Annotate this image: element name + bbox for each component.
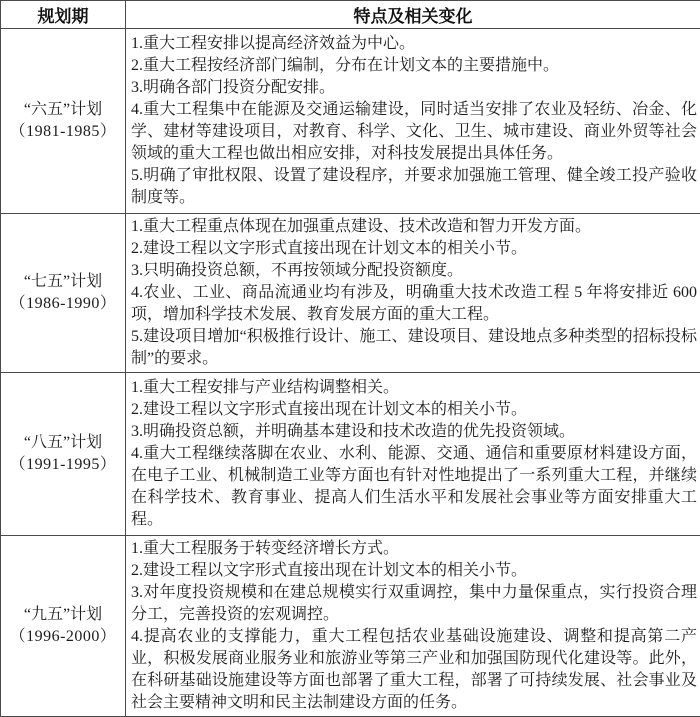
feature-item: 3.对年度投资规模和在建总规模实行双重调控，集中力量保重点，实行投资合理分工，完善投资的宏观调控。 [131, 582, 697, 626]
feature-item: 2.建设工程以文字形式直接出现在计划文本的相关小节。 [131, 399, 697, 421]
feature-item: 4.提高农业的支撑能力，重大工程包括农业基础设施建设、调整和提高第二产业，积极发展商业服务业和旅游业等第三产业和加强国防现代化建设等。此外，在科研基础设施建设等方面也部署了重大工程，部署了可持续发展、社会事业及社会主要精神文明和民主法制建设方面的任务。 [131, 626, 697, 714]
period-cell-95 [1, 536, 126, 717]
feature-item: 4.重大工程集中在能源及交通运输建设，同时适当安排了农业及轻纺、冶金、化学、建材等建设项目，对教育、科学、文化、卫生、城市建设、商业外贸等社会领域的重大工程也做出相应安排，对科技发展提出具体任务。 [131, 99, 697, 165]
header-planning-period: 规划期 [1, 1, 126, 29]
header-features: 特点及相关变化 [126, 1, 700, 29]
period-name: “七五”计划 [1, 271, 125, 293]
period-name: “八五”计划 [1, 432, 125, 454]
feature-item: 4.农业、工业、商品流通业均有涉及，明确重大技术改造工程 5 年将安排近 600 项，增加科学技术发展、教育发展方面的重大工程。 [131, 282, 697, 326]
feature-item: 2.重大工程按经济部门编制，分布在计划文本的主要措施中。 [131, 55, 697, 77]
period-cell-65 [1, 29, 126, 214]
period-name: “九五”计划 [1, 604, 125, 626]
feature-item: 3.明确投资总额，并明确基本建设和技术改造的优先投资领域。 [131, 421, 697, 443]
feature-item: 2.建设工程以文字形式直接出现在计划文本的相关小节。 [131, 238, 697, 260]
features-cell-65 [126, 29, 700, 214]
feature-item: 2.建设工程以文字形式直接出现在计划文本的相关小节。 [131, 560, 697, 582]
feature-item: 3.只明确投资总额，不再按领域分配投资额度。 [131, 260, 697, 282]
features-cell-85 [126, 373, 700, 536]
table-row [1, 214, 700, 373]
feature-item: 4.重大工程继续落脚在农业、水利、能源、交通、通信和重要原材料建设方面，在电子工业、机械制造工业等方面也有针对性地提出了一系列重大工程，并继续在科学技术、教育事业、提高人们生活水平和发展社会事业等方面安排重大工程。 [131, 443, 697, 531]
features-cell-95 [126, 536, 700, 717]
period-cell-75 [1, 214, 126, 373]
feature-item: 1.重大工程服务于转变经济增长方式。 [131, 538, 697, 560]
features-cell-75 [126, 214, 700, 373]
period-years: （1996-2000） [1, 626, 125, 648]
feature-item: 3.明确各部门投资分配安排。 [131, 77, 697, 99]
period-years: （1986-1990） [1, 293, 125, 315]
period-years: （1981-1985） [1, 121, 125, 143]
period-name: “六五”计划 [1, 99, 125, 121]
feature-item: 5.建设项目增加“积极推行设计、施工、建设项目、建设地点多种类型的招标投标制”的要求。 [131, 326, 697, 370]
feature-item: 5.明确了审批权限、设置了建设程序，并要求加强施工管理、健全竣工投产验收制度等。 [131, 165, 697, 209]
table-row [1, 536, 700, 717]
table-row [1, 373, 700, 536]
feature-item: 1.重大工程安排以提高经济效益为中心。 [131, 33, 697, 55]
feature-item: 1.重大工程安排与产业结构调整相关。 [131, 377, 697, 399]
period-cell-85 [1, 373, 126, 536]
feature-item: 1.重大工程重点体现在加强重点建设、技术改造和智力开发方面。 [131, 216, 697, 238]
period-years: （1991-1995） [1, 454, 125, 476]
table-header-row [1, 1, 700, 29]
table-row [1, 29, 700, 214]
